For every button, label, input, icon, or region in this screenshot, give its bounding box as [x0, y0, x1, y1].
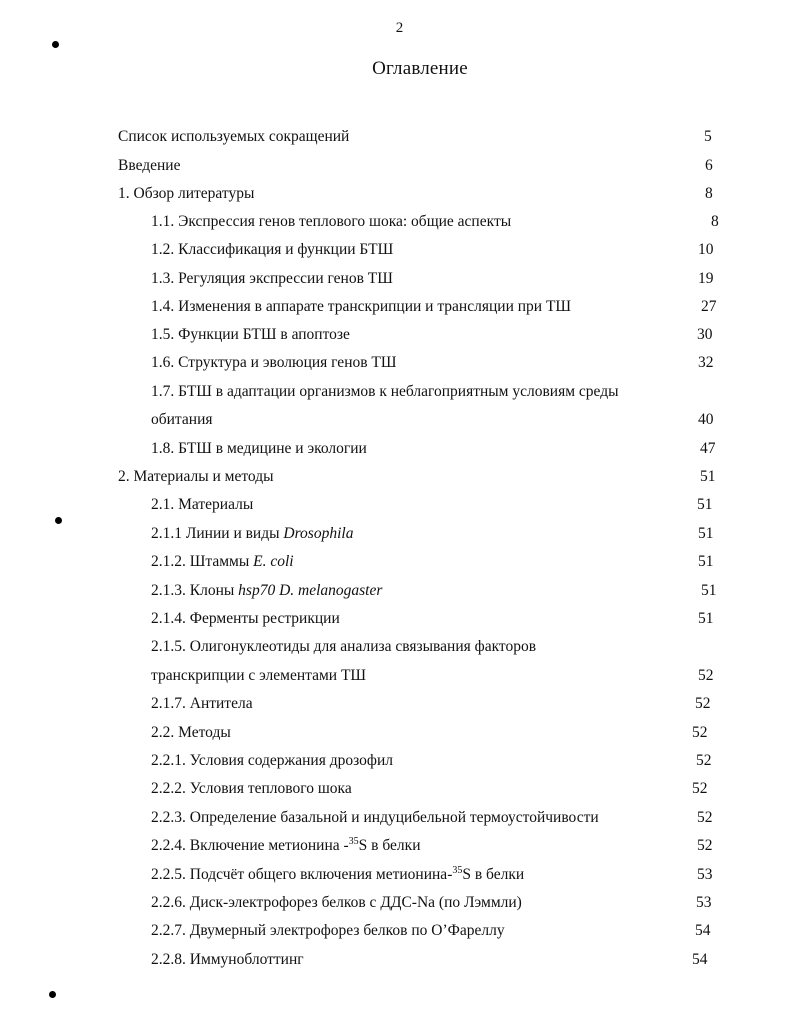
toc-entry-label: Введение — [118, 157, 181, 174]
toc-entry-page: 51 — [698, 610, 714, 627]
toc-entry-2-1-2[interactable] — [0, 551, 799, 573]
toc-entry-2-2-1[interactable] — [0, 750, 799, 772]
toc-entry-page: 53 — [697, 866, 713, 883]
toc-entry-label: 2.1.5. Олигонуклеотиды для анализа связывания факторов — [151, 638, 537, 655]
toc-entry-label: 1.8. БТШ в медицине и экологии — [151, 440, 367, 457]
toc-entry-page: 5 — [704, 128, 712, 145]
toc-entry-label: 2.2.2. Условия теплового шока — [151, 780, 352, 797]
toc-entry-page: 51 — [701, 582, 717, 599]
toc-entry-page: 52 — [695, 695, 711, 712]
toc-entry-page: 40 — [698, 411, 714, 428]
toc-entry-1-4[interactable] — [0, 296, 799, 318]
toc-entry-label: 2.1. Материалы — [151, 496, 254, 513]
toc-entry-label: 2.1.2. Штаммы E. coli — [151, 553, 294, 570]
toc-entry-label-continuation: транскрипции с элементами ТШ — [151, 667, 367, 684]
toc-entry-1-6[interactable] — [0, 352, 799, 374]
toc-entry-2-1-1[interactable] — [0, 523, 799, 545]
toc-entry-introduction[interactable] — [0, 155, 799, 177]
toc-entry-2-2[interactable] — [0, 722, 799, 744]
toc-entry-2-1-7[interactable] — [0, 693, 799, 715]
toc-entry-2-1-3[interactable] — [0, 580, 799, 602]
toc-entry-label: 1. Обзор литературы — [118, 185, 255, 202]
toc-entry-label: 1.1. Экспрессия генов теплового шока: общие аспекты — [151, 213, 512, 230]
toc-entry-label: 1.6. Структура и эволюция генов ТШ — [151, 354, 397, 371]
toc-entry-2-2-4[interactable] — [0, 835, 799, 857]
toc-entry-page: 8 — [711, 213, 719, 230]
toc-entry-page: 51 — [698, 553, 714, 570]
toc-entry-2-1-5-continued[interactable] — [0, 665, 799, 687]
toc-entry-label: 2.2.3. Определение базальной и индуцибельной термоустойчивости — [151, 809, 599, 826]
toc-entry-page: 52 — [697, 837, 713, 854]
toc-entry-page: 52 — [696, 752, 712, 769]
toc-entry-page: 52 — [697, 809, 713, 826]
toc-entry-label: 1.7. БТШ в адаптации организмов к неблагоприятным условиям среды — [151, 383, 619, 400]
toc-entry-label: 2.2. Методы — [151, 724, 231, 741]
toc-entry-1-1[interactable] — [0, 211, 799, 233]
toc-entry-abbreviations[interactable] — [0, 126, 799, 148]
toc-entry-label: 1.5. Функции БТШ в апоптозе — [151, 326, 350, 343]
toc-entry-label: 2.2.4. Включение метионина -$^{35}$S в белки — [151, 836, 421, 854]
toc-entry-page: 19 — [698, 270, 714, 287]
toc-entry-label: 2.1.3. Клоны hsp70 D. melanogaster — [151, 582, 383, 599]
toc-entry-2-2-8[interactable] — [0, 949, 799, 971]
toc-entry-page: 10 — [698, 241, 714, 258]
toc-entry-page: 27 — [701, 298, 717, 315]
toc-entry-label-continuation: обитания — [151, 411, 213, 428]
toc-entry-page: 53 — [696, 894, 712, 911]
toc-entry-label: 2.1.1 Линии и виды Drosophila — [151, 525, 354, 542]
toc-entry-page: 52 — [698, 667, 714, 684]
toc-entry-1-5[interactable] — [0, 324, 799, 346]
toc-entry-label: 2. Материалы и методы — [118, 468, 274, 485]
toc-entry-page: 30 — [697, 326, 713, 343]
toc-entry-page: 8 — [705, 185, 713, 202]
toc-entry-label: 2.2.1. Условия содержания дрозофил — [151, 752, 393, 769]
toc-entry-label: 2.1.7. Антитела — [151, 695, 253, 712]
toc-entry-2-1-5[interactable] — [0, 636, 799, 658]
toc-entry-1-7-continued[interactable] — [0, 409, 799, 431]
toc-entry-2-2-2[interactable] — [0, 778, 799, 800]
toc-entry-1-3[interactable] — [0, 268, 799, 290]
toc-entry-label: 1.4. Изменения в аппарате транскрипции и трансляции при ТШ — [151, 298, 572, 315]
toc-entry-page: 54 — [692, 951, 708, 968]
toc-entry-1-8[interactable] — [0, 438, 799, 460]
toc-entry-label: 2.2.5. Подсчёт общего включения метионина-$^{35}$S в белки — [151, 865, 525, 883]
toc-entry-label: 1.2. Классификация и функции БТШ — [151, 241, 394, 258]
toc-entry-page: 54 — [695, 922, 711, 939]
toc-entry-section-2[interactable] — [0, 466, 799, 488]
toc-entry-label: 1.3. Регуляция экспрессии генов ТШ — [151, 270, 393, 287]
toc-entry-page: 51 — [700, 468, 716, 485]
toc-entry-2-2-5[interactable] — [0, 864, 799, 886]
toc-entry-2-1-4[interactable] — [0, 608, 799, 630]
toc-entry-2-1[interactable] — [0, 494, 799, 516]
toc-entry-page: 47 — [700, 440, 716, 457]
toc-entry-page: 51 — [697, 496, 713, 513]
toc-entry-page: 52 — [692, 780, 708, 797]
toc-entry-section-1[interactable] — [0, 183, 799, 205]
toc-entry-label: 2.2.6. Диск-электрофорез белков с ДДС-Na (по Лэммли) — [151, 894, 522, 911]
toc-entry-1-7[interactable] — [0, 381, 799, 403]
toc-entry-page: 6 — [705, 157, 713, 174]
toc-entry-2-2-6[interactable] — [0, 892, 799, 914]
page-number: 2 — [395, 20, 404, 36]
page-title: Оглавление — [372, 58, 468, 79]
toc-entry-label: 2.2.8. Иммуноблоттинг — [151, 951, 304, 968]
toc-entry-page: 51 — [698, 525, 714, 542]
toc-entry-page: 32 — [698, 354, 714, 371]
toc-entry-label: 2.1.4. Ферменты рестрикции — [151, 610, 340, 627]
toc-entry-2-2-3[interactable] — [0, 807, 799, 829]
toc-entry-1-2[interactable] — [0, 239, 799, 261]
toc-entry-label: 2.2.7. Двумерный электрофорез белков по О’Фареллу — [151, 922, 505, 939]
toc-entry-label: Список используемых сокращений — [118, 128, 350, 145]
toc-entry-page: 52 — [692, 724, 708, 741]
toc-entry-2-2-7[interactable] — [0, 920, 799, 942]
